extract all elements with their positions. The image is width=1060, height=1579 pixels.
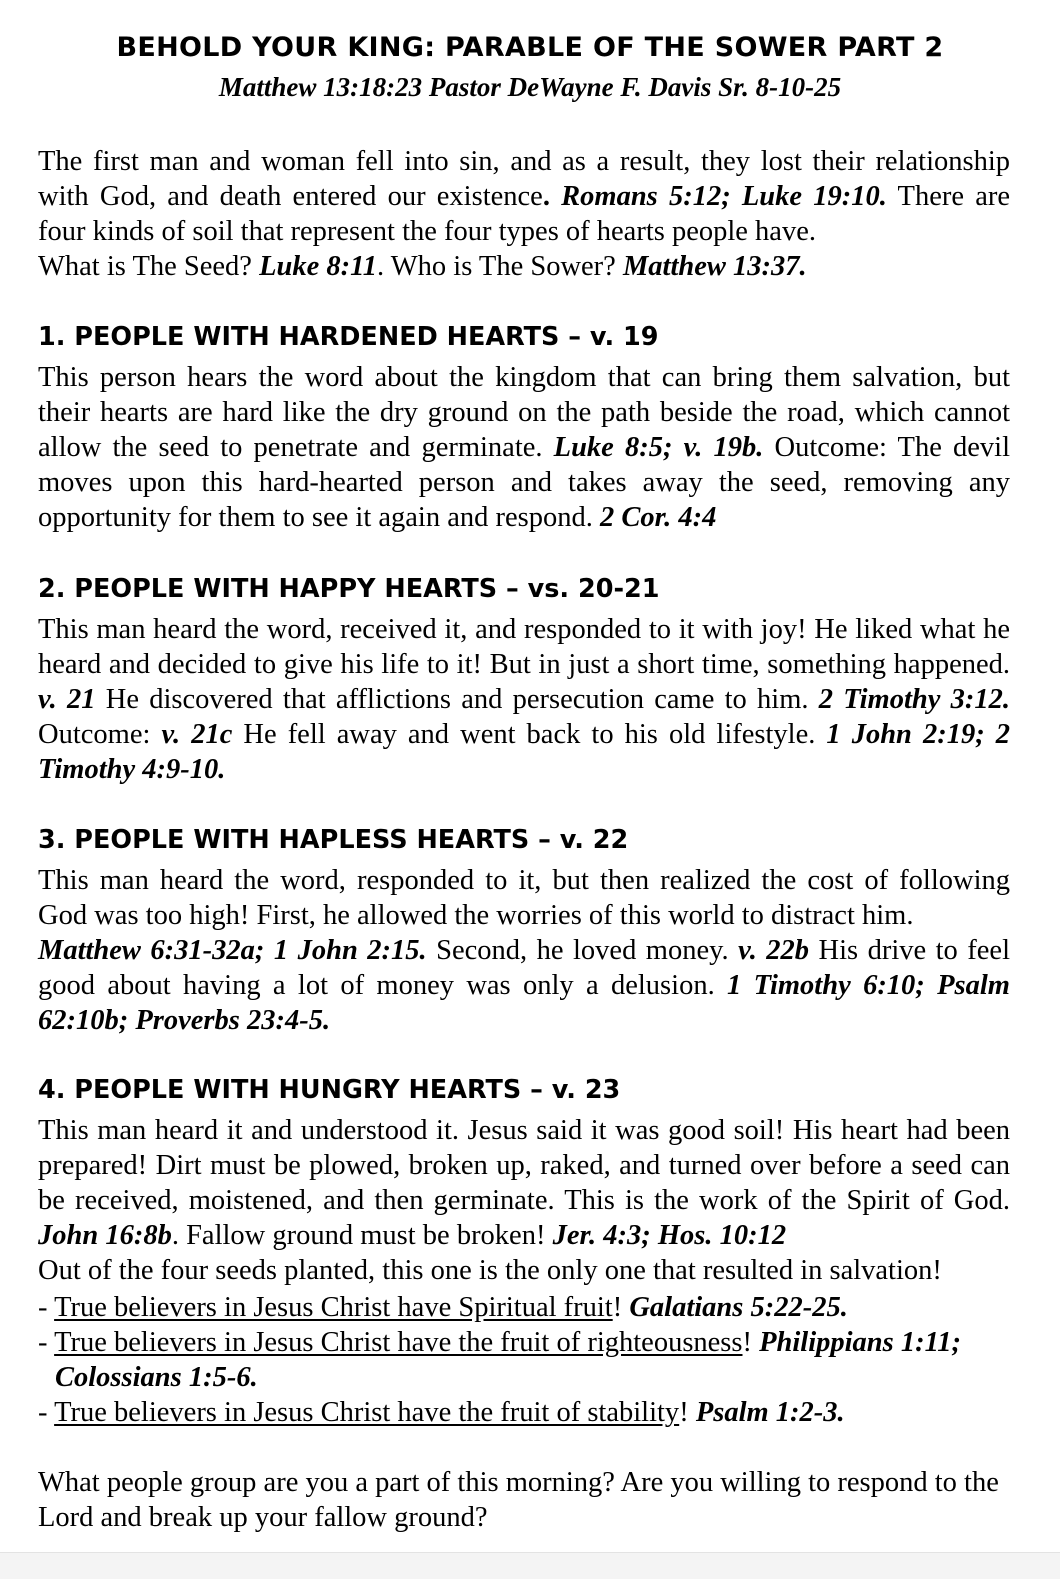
- underlined-text: True believers in Jesus Christ have Spiritual fruit: [54, 1292, 613, 1323]
- intro-question-line: [38, 249, 1010, 284]
- bullet-dash: -: [38, 1397, 55, 1428]
- intro-period: .: [542, 181, 550, 212]
- page-subtitle: Matthew 13:18:23 Pastor DeWayne F. Davis Sr. 8-10-25: [218, 72, 842, 102]
- section-4-paragraph: [38, 1113, 1010, 1288]
- scripture-reference: Luke 8:5; v. 19b.: [553, 432, 764, 463]
- scripture-reference: 2 Cor. 4:4: [599, 502, 717, 533]
- section-text: This man heard the word, received it, and responded to it with joy! He liked what he heard and decided to give his life to it! But in just a short time, something happened.: [38, 614, 1010, 680]
- scripture-reference: v. 22b: [738, 935, 810, 966]
- section-3-paragraph: [38, 863, 1010, 1038]
- scripture-reference: Colossians 1:5-6.: [55, 1362, 258, 1393]
- intro-paragraph: [38, 144, 1010, 284]
- underlined-text: True believers in Jesus Christ have the fruit of stability: [54, 1397, 680, 1428]
- list-item: [38, 1290, 1010, 1325]
- exclamation: !: [679, 1397, 696, 1428]
- section-2-paragraph: [38, 612, 1010, 787]
- scripture-reference: Philippians 1:11;: [759, 1327, 962, 1358]
- scripture-reference: 1 Timothy 6:10; Psalm 62:10b; Proverbs 23:4-5.: [38, 970, 1010, 1036]
- section-text: Outcome:: [38, 719, 162, 750]
- section-text: Outcome: The devil moves upon this hard-hearted person and takes away the seed, removing any opportunity for them to see it again and respond.: [38, 432, 1011, 533]
- section-heading-2: 2. PEOPLE WITH HAPPY HEARTS – vs. 20-21: [38, 574, 660, 604]
- scripture-reference: Jer. 4:3; Hos. 10:12: [552, 1220, 787, 1251]
- intro-text: . Who is The Sower?: [377, 251, 623, 282]
- scripture-reference: v. 21c: [161, 719, 233, 750]
- section-1-paragraph: [38, 360, 1010, 535]
- section-text: . Fallow ground must be broken!: [171, 1220, 553, 1251]
- underlined-text: True believers in Jesus Christ have the fruit of righteousness: [54, 1327, 743, 1358]
- scripture-reference: v. 21: [38, 684, 96, 715]
- scripture-reference: Romans 5:12; Luke 19:10.: [549, 181, 887, 212]
- list-item: [38, 1395, 1010, 1430]
- section-text: He discovered that afflictions and persecution came to him.: [95, 684, 819, 715]
- section-text: Second, he loved money.: [426, 935, 739, 966]
- scripture-reference: 2 Timothy 3:12.: [818, 684, 1010, 715]
- scripture-reference: John 16:8b: [38, 1220, 172, 1251]
- scripture-reference: Galatians 5:22-25.: [629, 1292, 848, 1323]
- scripture-reference: Psalm 1:2-3.: [695, 1397, 845, 1428]
- section-text: His drive to feel good about having a lot of money was only a delusion.: [38, 935, 1010, 1001]
- scripture-reference: 1 John 2:19; 2 Timothy 4:9-10.: [38, 719, 1010, 785]
- section-text: He fell away and went back to his old lifestyle.: [232, 719, 827, 750]
- section-heading-4: 4. PEOPLE WITH HUNGRY HEARTS – v. 23: [38, 1075, 621, 1105]
- exclamation: !: [612, 1292, 630, 1323]
- scripture-reference: Matthew 6:31-32a; 1 John 2:15.: [38, 935, 427, 966]
- exclamation: !: [742, 1327, 760, 1358]
- list-item: [38, 1325, 1010, 1360]
- scripture-reference: Matthew 13:37.: [622, 251, 807, 282]
- fruit-bullet-list: [38, 1290, 1010, 1430]
- intro-text: There are four kinds of soil that represent the four types of hearts people have.: [38, 181, 1010, 247]
- page-bottom-edge: [0, 1552, 1060, 1579]
- bullet-dash: -: [38, 1292, 55, 1323]
- section-text: Out of the four seeds planted, this one is the only one that resulted in salvation!: [38, 1255, 942, 1286]
- closing-paragraph: What people group are you a part of this morning? Are you willing to respond to the Lord and break up your fallow ground?: [38, 1467, 999, 1533]
- section-text: This man heard the word, responded to it, but then realized the cost of following God was too high! First, he allowed the worries of this world to distract him.: [38, 865, 1010, 931]
- section-heading-3: 3. PEOPLE WITH HAPLESS HEARTS – v. 22: [38, 825, 629, 855]
- scripture-reference: Luke 8:11: [259, 251, 378, 282]
- page-title: BEHOLD YOUR KING: PARABLE OF THE SOWER PART 2: [116, 32, 944, 63]
- intro-text: The first man and woman fell into sin, and as a result, they lost their relationship with God, and death entered our existence: [38, 146, 1010, 212]
- section-3-first-lines: [38, 863, 1010, 933]
- section-heading-1: 1. PEOPLE WITH HARDENED HEARTS – v. 19: [38, 322, 659, 352]
- section-text: This man heard it and understood it. Jesus said it was good soil! His heart had been prepared! Dirt must be plowed, broken up, raked, and turned over before a seed can be received, moistened, and then germinate. This is the work of the Spirit of God.: [38, 1115, 1010, 1216]
- section-text: This person hears the word about the kingdom that can bring them salvation, but their hearts are hard like the dry ground on the path beside the road, which cannot allow the seed to penetrate and germinate.: [38, 362, 1010, 463]
- bullet-dash: -: [38, 1327, 55, 1358]
- intro-text: What is The Seed?: [38, 251, 260, 282]
